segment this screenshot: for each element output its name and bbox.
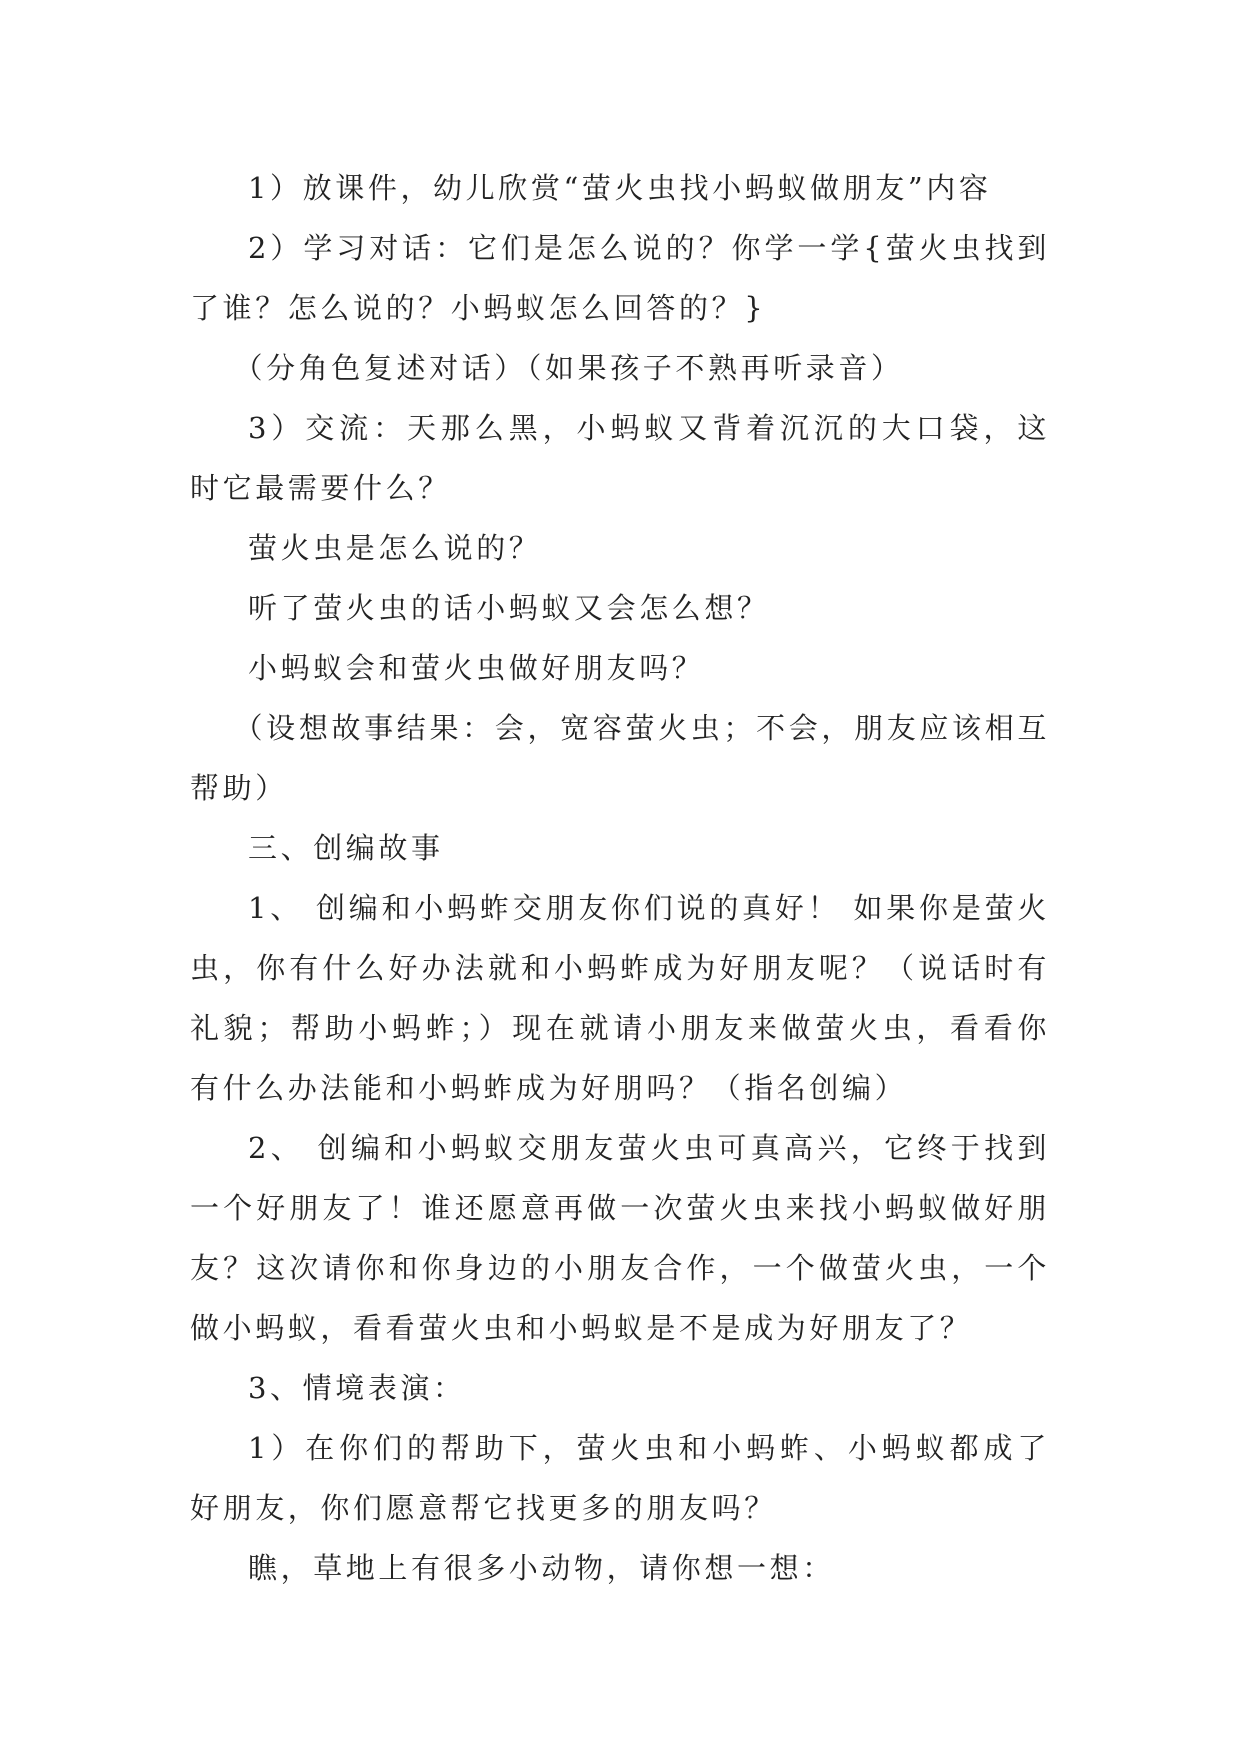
paragraph-exchange: 3）交流：天那么黑，小蚂蚁又背着沉沉的大口袋，这时它最需要什么？ [190,411,1050,505]
document-body [190,158,1050,1598]
paragraph-learn-dialogue: 2）学习对话：它们是怎么说的？你学一学{萤火虫找到了谁？怎么说的？小蚂蚁怎么回答的？} [190,231,1050,325]
paragraph-become-friends: 小蚂蚁会和萤火虫做好朋友吗？ [248,651,705,685]
paragraph-help-find-friends: 1）在你们的帮助下，萤火虫和小蚂蚱、小蚂蚁都成了好朋友，你们愿意帮它找更多的朋友吗？ [190,1431,1050,1525]
paragraph-ant-think: 听了萤火虫的话小蚂蚁又会怎么想？ [248,591,770,625]
paragraph-grassland-animals: 瞧，草地上有很多小动物，请你想一想： [248,1551,835,1585]
paragraph-play-courseware: 1）放课件，幼儿欣赏“萤火虫找小蚂蚁做朋友”内容 [248,171,992,205]
paragraph-imagine-result: （设想故事结果：会，宽容萤火虫；不会，朋友应该相互帮助） [190,711,1050,805]
paragraph-situation-performance: 3、情境表演： [248,1371,466,1405]
paragraph-role-retell: （分角色复述对话）（如果孩子不熟再听录音） [233,351,904,385]
section-heading-create-story: 三、创编故事 [248,831,444,865]
paragraph-create-grasshopper: 1、 创编和小蚂蚱交朋友你们说的真好！ 如果你是萤火虫，你有什么好办法就和小蚂蚱成为好朋友呢？（说话时有礼貌；帮助小蚂蚱；）现在就请小朋友来做萤火虫，看看你有什么办法能和小蚂蚱成为好朋吗？（指名创编） [190,891,1050,1105]
paragraph-firefly-said: 萤火虫是怎么说的？ [248,531,542,565]
paragraph-create-ant: 2、 创编和小蚂蚁交朋友萤火虫可真高兴，它终于找到一个好朋友了！谁还愿意再做一次萤火虫来找小蚂蚁做好朋友？这次请你和你身边的小朋友合作，一个做萤火虫，一个做小蚂蚁，看看萤火虫和小蚂蚁是不是成为好朋友了？ [190,1131,1050,1345]
